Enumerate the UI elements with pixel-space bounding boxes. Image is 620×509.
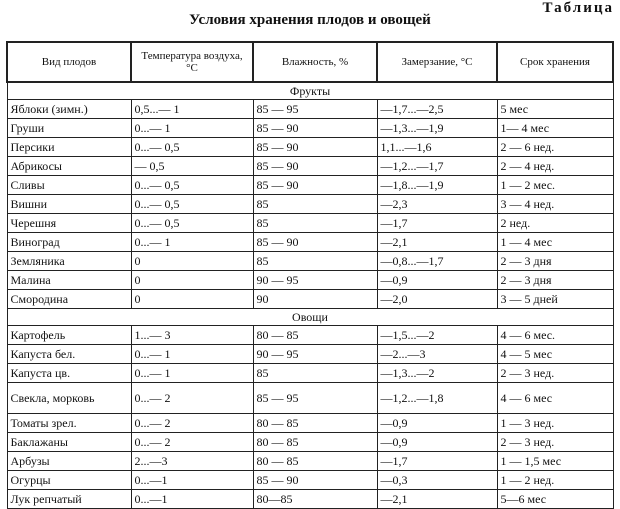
table-cell: 85 — 90 [253,157,377,176]
table-cell: 90 — 95 [253,271,377,290]
table-cell: 2 — 4 нед. [497,157,613,176]
table-cell: 0...— 0,5 [131,176,253,195]
table-cell: Томаты зрел. [7,414,131,433]
section-title: Овощи [7,309,613,326]
table-cell: 2 — 3 нед. [497,433,613,452]
table-cell: 0...— 0,5 [131,195,253,214]
table-cell: 5 мес [497,100,613,119]
table-row [7,414,613,433]
table-cell: 0...— 2 [131,414,253,433]
table-cell: Персики [7,138,131,157]
table-cell: —2,1 [377,490,497,509]
table-cell: 2 — 3 дня [497,252,613,271]
table-cell: 80 — 85 [253,433,377,452]
table-cell: 85 [253,364,377,383]
table-cell: Яблоки (зимн.) [7,100,131,119]
header-cell: Срок хранения [497,42,613,82]
table-cell: 2 — 6 нед. [497,138,613,157]
table-cell: 0...—1 [131,490,253,509]
table-row [7,119,613,138]
table-row [7,233,613,252]
table-label: Таблица [542,0,614,16]
table-cell: 0 [131,252,253,271]
table-cell: Сливы [7,176,131,195]
table-cell: 85 — 95 [253,383,377,414]
table-cell: 1 — 2 нед. [497,471,613,490]
table-cell: 4 — 5 мес [497,345,613,364]
header-cell: Замерзание, °С [377,42,497,82]
table-row [7,195,613,214]
table-cell: 2...—3 [131,452,253,471]
table-cell: 2 — 3 дня [497,271,613,290]
table-cell: 90 — 95 [253,345,377,364]
table-cell: 0...— 1 [131,345,253,364]
table-cell: 4 — 6 мес [497,383,613,414]
table-row [7,326,613,345]
section-row [7,82,613,100]
table-cell: 85 — 90 [253,119,377,138]
table-cell: 0...— 1 [131,233,253,252]
table-cell: 0...— 1 [131,119,253,138]
storage-conditions-table [6,41,614,509]
table-cell: Капуста бел. [7,345,131,364]
table-row [7,452,613,471]
table-cell: Виноград [7,233,131,252]
table-cell: Черешня [7,214,131,233]
table-cell: —1,2...—1,8 [377,383,497,414]
table-row [7,345,613,364]
table-cell: 3 — 5 дней [497,290,613,309]
table-cell: 0 [131,271,253,290]
header-row [7,42,613,82]
table-cell: 85 — 90 [253,471,377,490]
table-cell: 2 нед. [497,214,613,233]
table-cell: —0,3 [377,471,497,490]
table-cell: 0 [131,290,253,309]
table-cell: Груши [7,119,131,138]
table-row [7,271,613,290]
table-row [7,214,613,233]
table-cell: 1 — 4 мес [497,233,613,252]
table-cell: —2...—3 [377,345,497,364]
table-cell: —1,5...—2 [377,326,497,345]
table-cell: —1,7 [377,214,497,233]
table-cell: 85 — 90 [253,233,377,252]
table-cell: 85 [253,214,377,233]
table-cell: —1,3...—2 [377,364,497,383]
table-row [7,433,613,452]
table-row [7,138,613,157]
table-cell: 0...— 0,5 [131,214,253,233]
table-cell: 80—85 [253,490,377,509]
table-row [7,383,613,414]
table-row [7,364,613,383]
table-cell: 0...— 2 [131,433,253,452]
table-cell: 1,1...—1,6 [377,138,497,157]
table-cell: 85 — 90 [253,138,377,157]
table-cell: — 0,5 [131,157,253,176]
table-cell: —1,2...—1,7 [377,157,497,176]
table-cell: 1 — 1,5 мес [497,452,613,471]
table-cell: Капуста цв. [7,364,131,383]
table-row [7,157,613,176]
table-cell: 4 — 6 мес. [497,326,613,345]
table-cell: 80 — 85 [253,452,377,471]
table-cell: 0...— 2 [131,383,253,414]
header-cell: Влажность, % [253,42,377,82]
table-cell: —0,8...—1,7 [377,252,497,271]
table-row [7,290,613,309]
table-cell: 0...—1 [131,471,253,490]
table-cell: 85 — 90 [253,176,377,195]
table-cell: 90 [253,290,377,309]
table-cell: Арбузы [7,452,131,471]
table-cell: 1 — 2 мес. [497,176,613,195]
section-title: Фрукты [7,82,613,100]
table-cell: 0...— 1 [131,364,253,383]
table-cell: 1...— 3 [131,326,253,345]
table-cell: 1 — 3 нед. [497,414,613,433]
page-title: Условия хранения плодов и овощей [189,12,431,28]
table-cell: —2,3 [377,195,497,214]
table-cell: Картофель [7,326,131,345]
header-cell: Температура воздуха, °С [131,42,253,82]
table-cell: Свекла, морковь [7,383,131,414]
table-cell: 85 — 95 [253,100,377,119]
table-cell: 80 — 85 [253,414,377,433]
table-cell: 0,5...— 1 [131,100,253,119]
table-cell: —1,7...—2,5 [377,100,497,119]
table-cell: Лук репчатый [7,490,131,509]
table-cell: 5—6 мес [497,490,613,509]
table-cell: Баклажаны [7,433,131,452]
table-cell: —0,9 [377,433,497,452]
table-row [7,100,613,119]
table-row [7,176,613,195]
header-cell: Вид плодов [7,42,131,82]
table-cell: —0,9 [377,271,497,290]
table-cell: 85 [253,195,377,214]
table-cell: Вишни [7,195,131,214]
table-cell: 2 — 3 нед. [497,364,613,383]
table-cell: Абрикосы [7,157,131,176]
table-cell: Малина [7,271,131,290]
table-row [7,490,613,509]
section-row [7,309,613,326]
table-cell: Огурцы [7,471,131,490]
table-cell: —1,3...—1,9 [377,119,497,138]
table-cell: —2,1 [377,233,497,252]
table-cell: —2,0 [377,290,497,309]
table-row [7,252,613,271]
table-cell: —1,8...—1,9 [377,176,497,195]
table-cell: —1,7 [377,452,497,471]
table-cell: 85 [253,252,377,271]
table-cell: —0,9 [377,414,497,433]
table-row [7,471,613,490]
table-cell: 3 — 4 нед. [497,195,613,214]
table-cell: 0...— 0,5 [131,138,253,157]
table-cell: 1— 4 мес [497,119,613,138]
table-cell: Смородина [7,290,131,309]
table-cell: Земляника [7,252,131,271]
table-cell: 80 — 85 [253,326,377,345]
